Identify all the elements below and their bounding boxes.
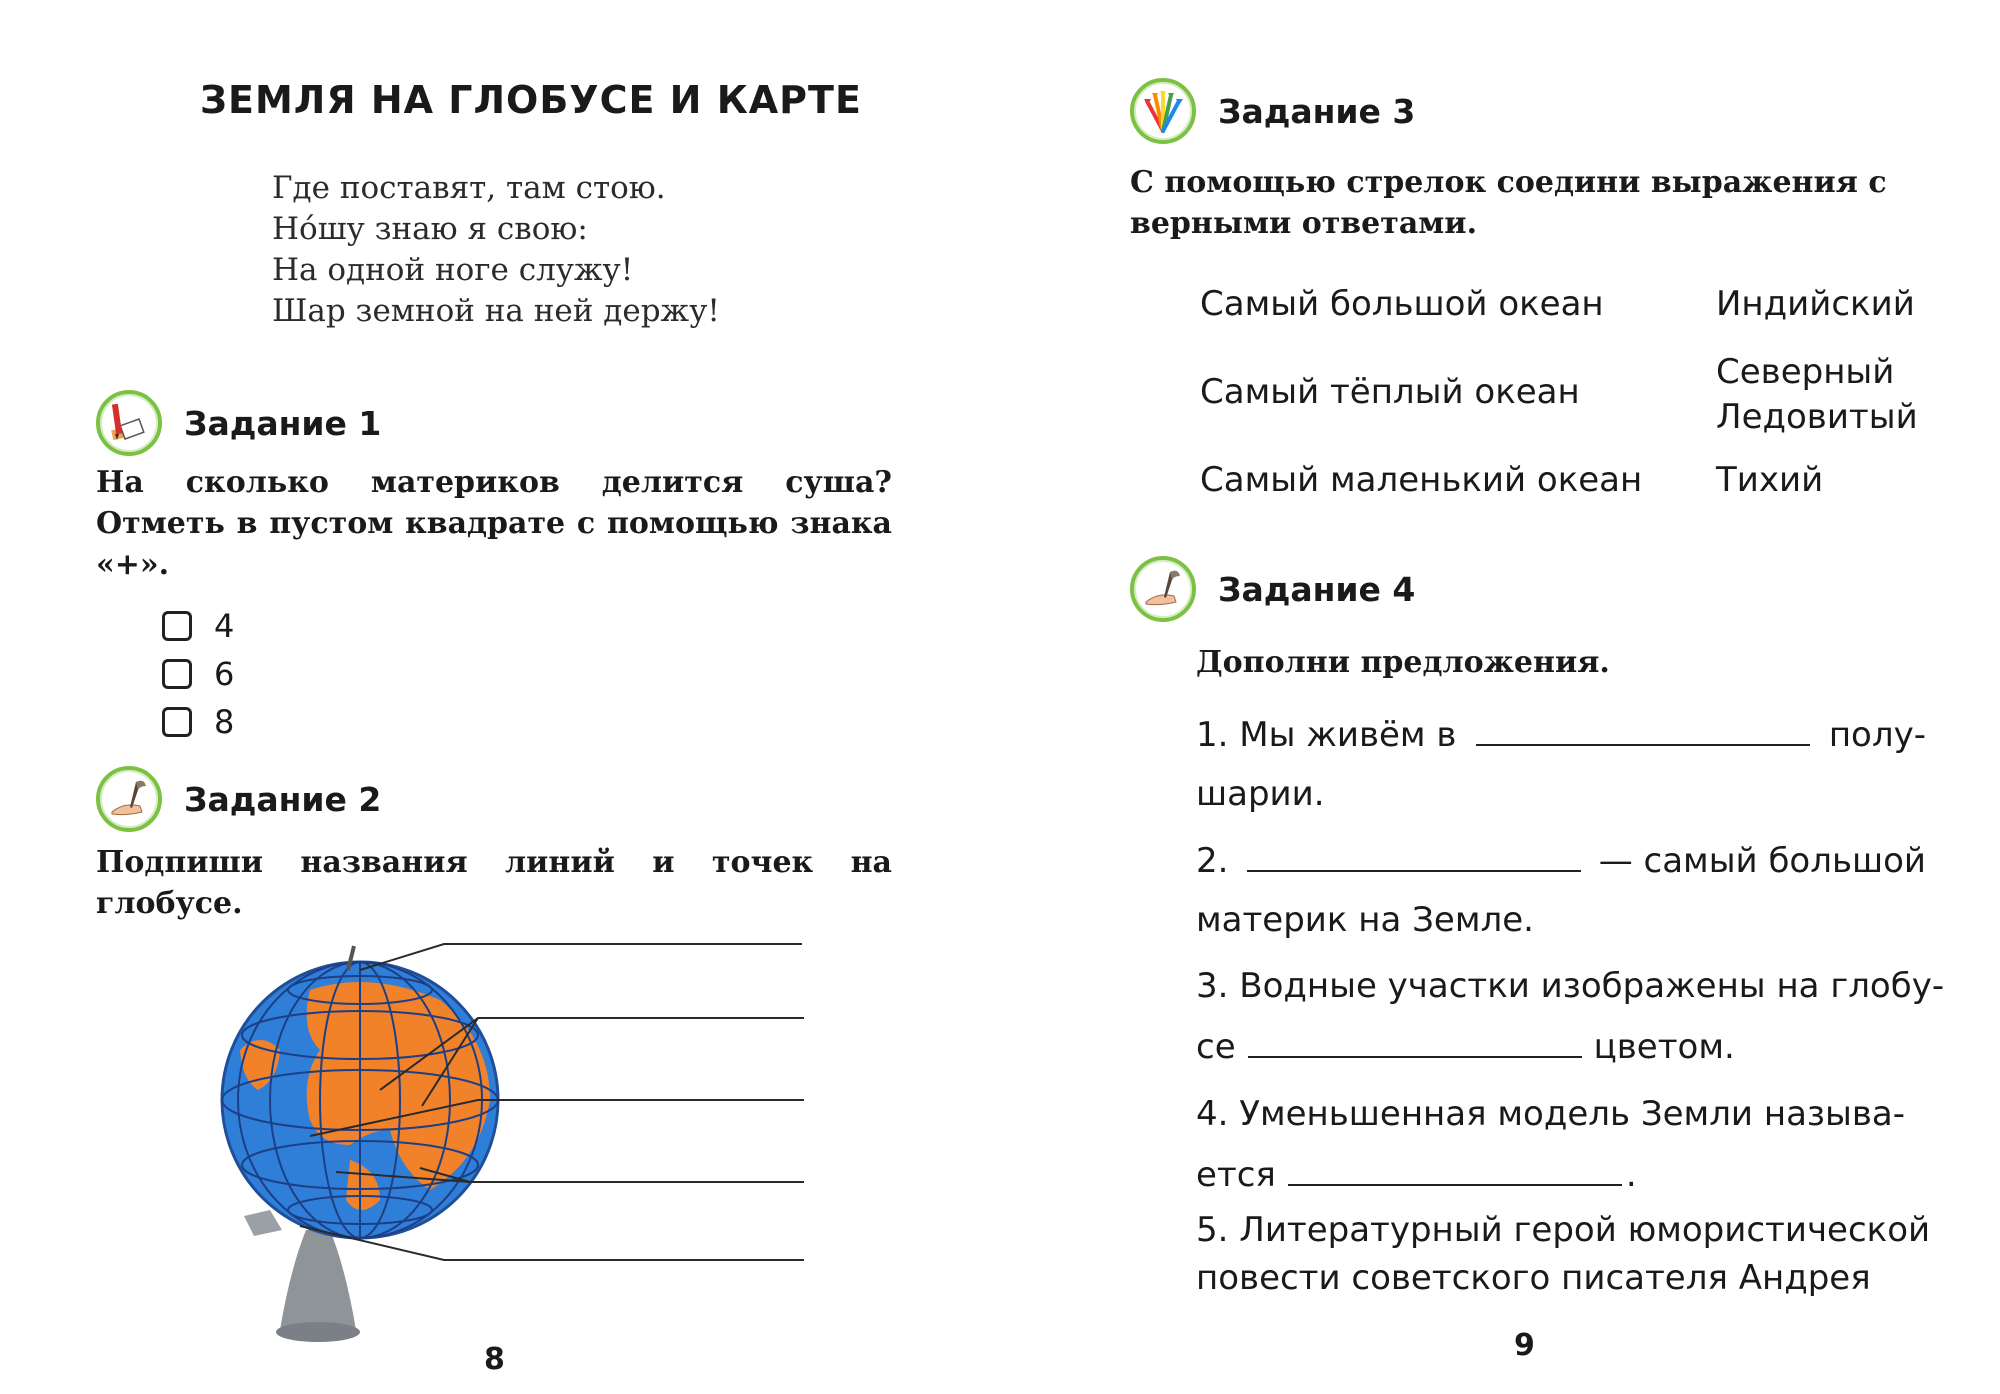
poem-line: На одной ноге служу! [272, 252, 634, 288]
match-left-item: Самый маленький океан [1200, 460, 1643, 500]
option-label: 4 [214, 607, 235, 645]
sentence-4-line1: 4. Уменьшенная модель Земли называ- [1196, 1094, 1905, 1134]
task4-instruction: Дополни предложения. [1196, 645, 1610, 680]
sentence-2 [1196, 840, 1926, 881]
poem [272, 168, 720, 332]
globe-svg [160, 930, 840, 1350]
quill-hand-icon [96, 766, 162, 832]
match-left-item: Самый большой океан [1200, 284, 1604, 324]
task3-title: Задание 3 [1218, 91, 1416, 131]
blank-line[interactable] [1476, 714, 1810, 746]
option-label: 8 [214, 703, 235, 741]
pen-paper-icon [96, 390, 162, 456]
task1-header [96, 390, 381, 456]
sentence-1-cont: шарии. [1196, 774, 1325, 814]
option-row [162, 698, 234, 746]
poem-line: Но́шу знаю я свою: [272, 211, 588, 247]
task1-options [162, 602, 234, 746]
task1-title: Задание 1 [184, 403, 382, 443]
task4-title: Задание 4 [1218, 569, 1416, 609]
task1-question: На сколько материков делится суша? Отметь в пустом квадрате с помощью знака «+». [96, 465, 892, 582]
globe-stand-arm [244, 1210, 282, 1236]
task4-header [1130, 556, 1415, 622]
sentence-text: полу- [1828, 715, 1926, 755]
sentence-text: 2. [1196, 841, 1229, 881]
blank-line[interactable] [1247, 840, 1581, 872]
globe-stand-base [276, 1322, 360, 1342]
option-checkbox[interactable] [162, 659, 192, 689]
globe-stand [280, 1230, 356, 1330]
page-title: ЗЕМЛЯ НА ГЛОБУСЕ И КАРТЕ [200, 78, 862, 122]
sentence-4 [1196, 1154, 1637, 1195]
globe-illustration [160, 930, 840, 1354]
blank-line[interactable] [1248, 1026, 1582, 1058]
task3-header [1130, 78, 1415, 144]
match-left-item: Самый тёплый океан [1200, 372, 1580, 412]
poem-line: Где поставят, там стою. [272, 170, 666, 206]
option-checkbox[interactable] [162, 611, 192, 641]
blank-line[interactable] [1288, 1154, 1622, 1186]
match-right-item: Северный Ледовитый [1716, 352, 1918, 437]
task2-header [96, 766, 381, 832]
sentence-3 [1196, 1026, 1735, 1067]
option-row [162, 650, 234, 698]
page-number: 8 [484, 1342, 505, 1377]
task2-title: Задание 2 [184, 779, 382, 819]
option-label: 6 [214, 655, 235, 693]
task3-instruction: С помощью стрелок соедини выражения с верными ответами. [1130, 165, 1887, 241]
sentence-text: . [1625, 1155, 1637, 1195]
task2-question: Подпиши названия линий и точек на глобусе. [96, 845, 892, 921]
match-right-item: Тихий [1716, 460, 1824, 500]
option-checkbox[interactable] [162, 707, 192, 737]
sentence-1 [1196, 714, 1926, 755]
sentence-3-line1: 3. Водные участки изображены на глобу- [1196, 966, 1945, 1006]
quill-hand-icon [1130, 556, 1196, 622]
poem-line: Шар земной на ней держу! [272, 293, 720, 329]
right-page [1000, 0, 2000, 1394]
sentence-5-line2: повести советского писателя Андрея [1196, 1258, 1871, 1298]
sentence-text: ется [1196, 1155, 1276, 1195]
sentence-5-line1: 5. Литературный герой юмористической [1196, 1210, 1931, 1250]
colored-arrows-icon [1130, 78, 1196, 144]
option-row [162, 602, 234, 650]
page-number: 9 [1514, 1328, 1535, 1363]
sentence-text: цветом. [1593, 1027, 1735, 1067]
sentence-text: — самый большой [1598, 841, 1926, 881]
sentence-text: 1. Мы живём в [1196, 715, 1457, 755]
sentence-text: се [1196, 1027, 1236, 1067]
match-right-item: Индийский [1716, 284, 1915, 324]
sentence-2-cont: материк на Земле. [1196, 900, 1534, 940]
